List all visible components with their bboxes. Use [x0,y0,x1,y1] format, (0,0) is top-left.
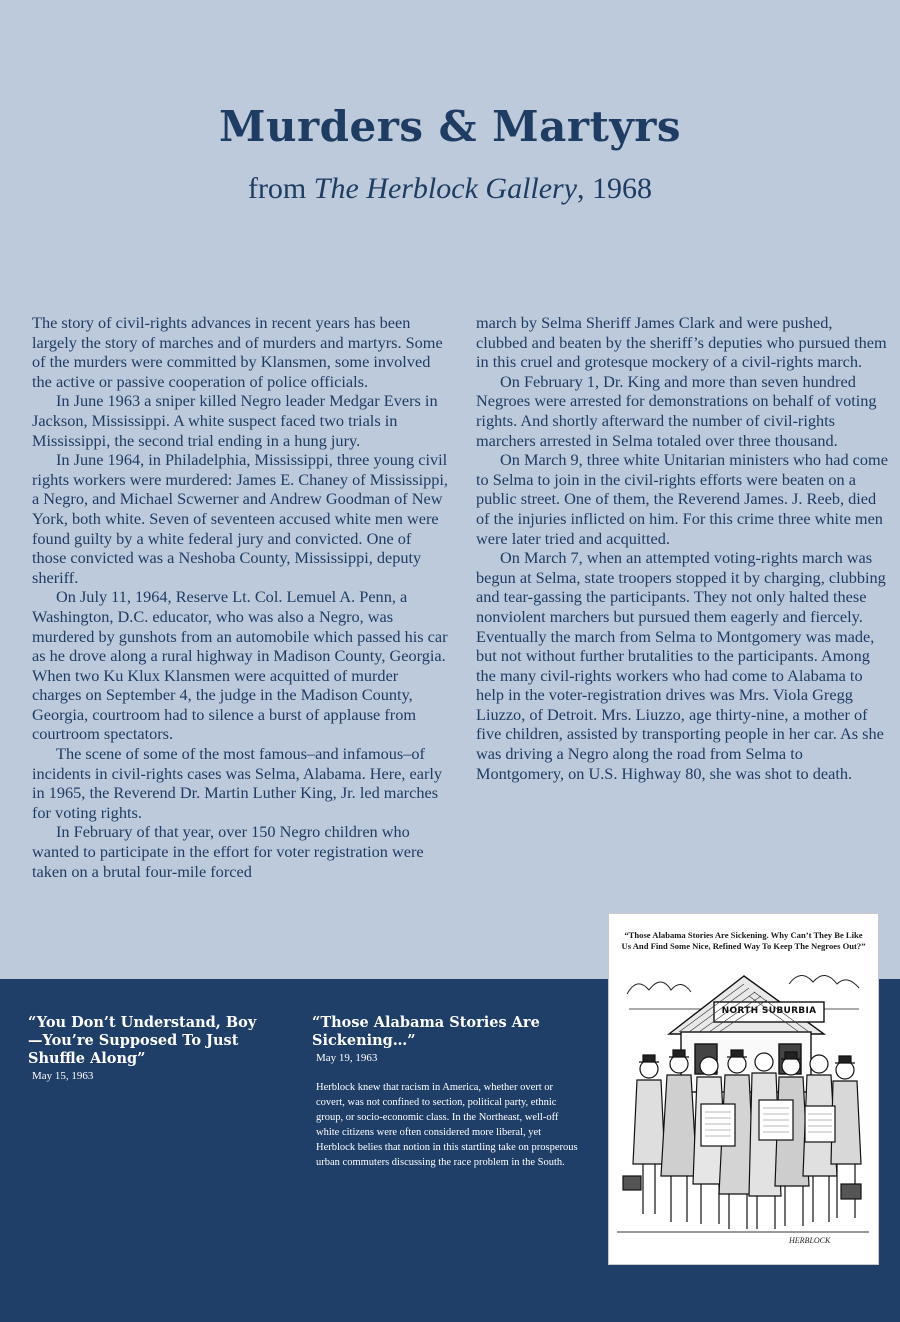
subtitle-year: , 1968 [577,172,653,205]
paragraph: In February of that year, over 150 Negro children who wanted to participate in the effort for voter registration were taken on a brutal four-mile forced [32,822,424,881]
cartoon-drawing [609,914,878,1264]
paragraph: On July 11, 1964, Reserve Lt. Col. Lemuel A. Penn, a Washington, D.C. educator, who was also a Negro, was murdered by gunshots from an automobile which passed his car as he drove along a rural highway in Madison County, Georgia. When two Ku Klux Klansmen were acquitted of murder charges on September 4, the judge in the Madison County, Georgia, courtroom had to silence a burst of applause from courtroom spectators. [32,587,448,744]
paragraph: In June 1963 a sniper killed Negro leader Medgar Evers in Jackson, Mississippi. A white suspect faced two trials in Mississippi, the second trial ending in a hung jury. [32,391,438,450]
paragraph: On February 1, Dr. King and more than seven hundred Negroes were arrested for demonstrations on behalf of voting rights. And shortly afterward the number of civil-rights marchers arrested in Selma totaled over three thousand. [476,371,877,450]
caption-description: Herblock knew that racism in America, whether overt or covert, was not confined to section, political party, ethnic group, or socio-economic class. In the Northeast, well-off white citizens were often considered more liberal, yet Herblock belies that notion in this startling take on prosperous urban commuters discussing the race problem in the South. [316,1082,578,1168]
caption-date: May 15, 1963 [32,1070,94,1082]
paragraph: On March 9, three white Unitarian ministers who had come to Selma to join in the civil-rights efforts were beaten on a public street. One of them, the Reverend James. J. Reeb, died of the injuries inflicted on him. For this crime three white men were later tried and acquitted. [476,450,888,548]
paragraph: The scene of some of the most famous–and infamous–of incidents in civil-rights cases was Selma, Alabama. Here, early in 1965, the Reverend Dr. Martin Luther King, Jr. led marches for voting rights. [32,744,443,822]
paragraph: march by Selma Sheriff James Clark and were pushed, clubbed and beaten by the sheriff’s deputies who pursued them in this cruel and grotesque mockery of a civil-rights march. [476,313,887,372]
page-subtitle [0,172,900,206]
caption-date: May 19, 1963 [316,1052,378,1064]
cartoon-sign: NORTH SUBURBIA [721,1006,817,1016]
subtitle-book-title: The Herblock Gallery [313,172,578,205]
body-column-left [32,313,448,881]
caption-title: “Those Alabama Stories Are Sickening…” [312,1014,540,1049]
caption-cartoon-1 [28,1014,268,1082]
caption-cartoon-2 [312,1014,582,1170]
paragraph: On March 7, when an attempted voting-rights march was begun at Selma, state troopers stopped it by charging, clubbing and tear-gassing the participants. They not only halted these nonviolent marchers but pursued them eagerly and fiercely. Eventually the march from Selma to Montgomery was made, but not without further brutalities to the participants. Among the many civil-rights workers who had come to Alabama to help in the voter-registration drives was Mrs. Viola Gregg Liuzzo, of Detroit. Mrs. Liuzzo, age thirty-nine, a mother of five children, assisted by transporting people in her car. As she was driving a Negro along the road from Selma to Montgomery, on U.S. Highway 80, she was shot to death. [476,548,886,783]
cartoon-caption: “Those Alabama Stories Are Sickening. Why Can’t They Be Like Us And Find Some Nice, Refined Way To Keep The Negroes Out?” [621,930,866,951]
caption-title: “You Don’t Understand, Boy—You’re Supposed To Just Shuffle Along” [28,1014,257,1067]
cartoon-image [609,914,878,1264]
paragraph: In June 1964, in Philadelphia, Mississippi, three young civil rights workers were murdered: James E. Chaney of Mississippi, a Negro, and Michael Scwerner and Andrew Goodman of New York, both white. Seven of seventeen accused white men were found guilty by a white federal jury and convicted. One of those convicted was a Neshoba County, Mississippi, deputy sheriff. [32,450,448,587]
paragraph: The story of civil-rights advances in recent years has been largely the story of marches and of murders and martyrs. Some of the murders were committed by Klansmen, some involved the active or passive cooperation of police officials. [32,313,443,391]
subtitle-prefix: from [247,172,314,205]
page-title: Murders & Martyrs [218,102,682,151]
cartoon-signature: HERBLOCK [789,1236,831,1245]
body-column-right [476,313,888,783]
